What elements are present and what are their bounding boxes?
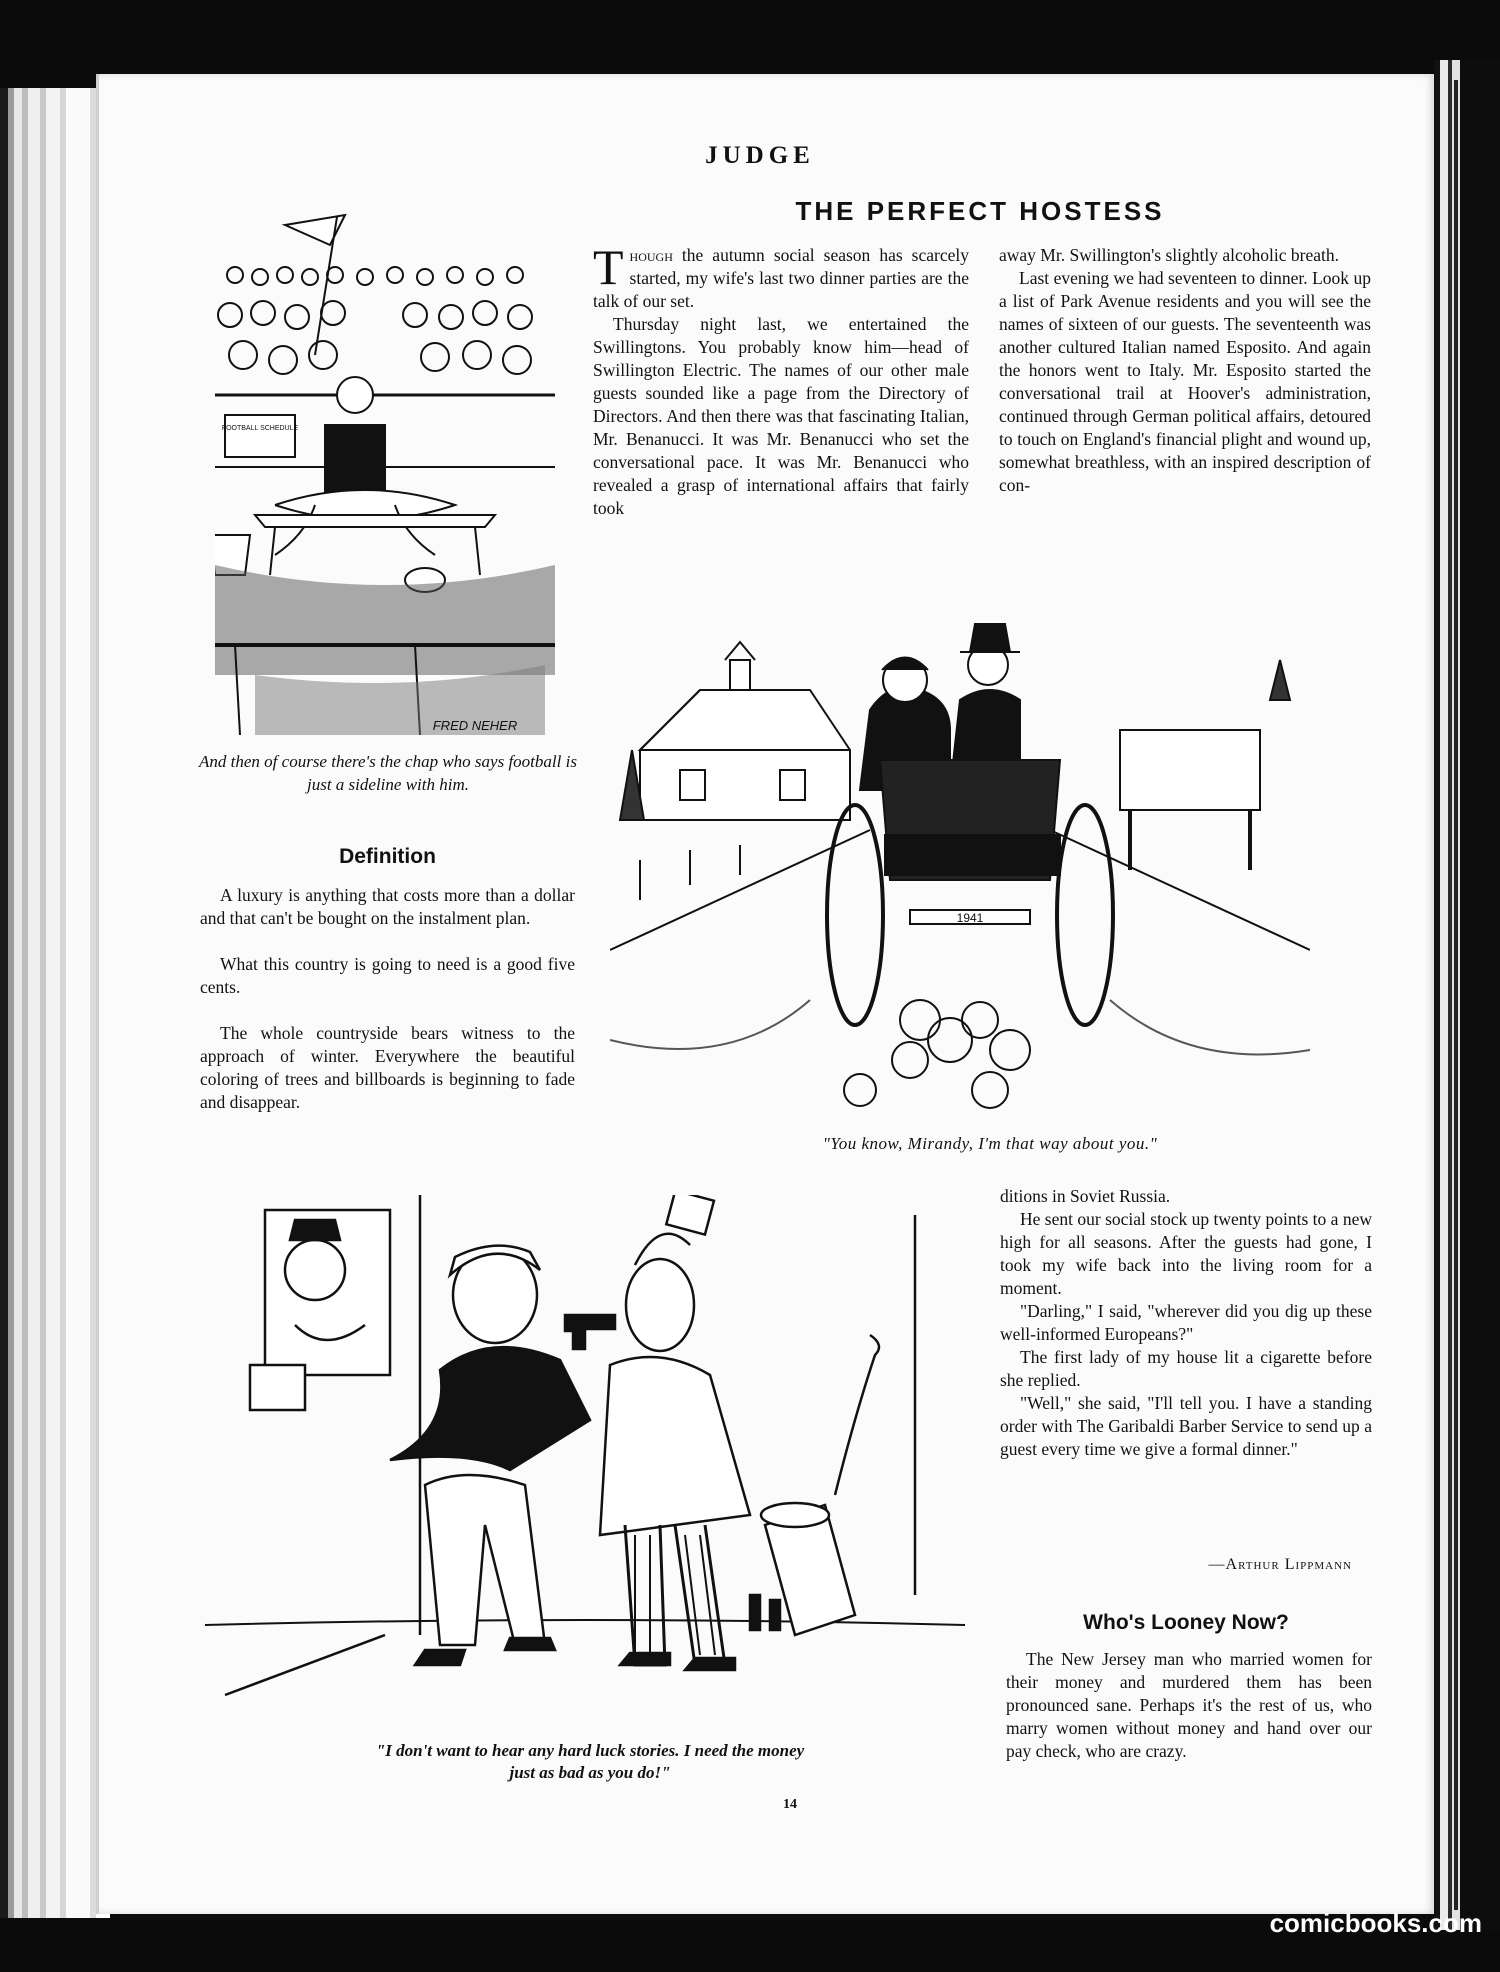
looney-para: The New Jersey man who married women for their money and murdered them has been pronounced sane. Perhaps it's the rest of us, who marry women without money and hand over our pay check, who are crazy. xyxy=(1006,1649,1372,1761)
article-column-2 xyxy=(999,244,1371,497)
cartoon1-caption: And then of course there's the chap who says football is just a sideline with him. xyxy=(199,752,577,794)
buggy-cartoon xyxy=(610,620,1310,1125)
drop-cap: T xyxy=(593,239,624,295)
book-left-edge xyxy=(0,88,110,1918)
site-watermark: comicbooks.com xyxy=(1269,1908,1482,1938)
cartoon2-caption: "You know, Mirandy, I'm that way about you." xyxy=(822,1134,1158,1153)
definition-para-1: A luxury is anything that costs more than a dollar and that can't be bought on the instalment plan. xyxy=(200,885,575,928)
cartoon1-signature: FRED NEHER xyxy=(432,718,518,733)
holdup-cartoon xyxy=(205,1195,965,1735)
article-para-1 xyxy=(593,239,969,313)
article-para-9: "Well," she said, "I'll tell you. I have a standing order with The Garibaldi Barber Service to send up a guest every time we give a formal dinner." xyxy=(1000,1393,1372,1459)
article-para-6: He sent our social stock up twenty points to a new high for all seasons. After the guests had gone, I took my wife back into the living room for a moment. xyxy=(1000,1209,1372,1298)
article-column-1 xyxy=(593,239,969,520)
article-para-8: The first lady of my house lit a cigarette before she replied. xyxy=(1000,1347,1372,1390)
article-para-3: away Mr. Swillington's slightly alcoholic breath. xyxy=(999,245,1339,265)
definition-body xyxy=(200,884,575,1137)
article-title: THE PERFECT HOSTESS xyxy=(795,196,1165,226)
article-para-4: Last evening we had seventeen to dinner. Look up a list of Park Avenue residents and you will see the names of sixteen of our guests. The seventeenth was another cultured Italian named Esposito. And again the honors went to Italy. Mr. Esposito started the conversational trail at Hoover's administration, continued through German political affairs, detoured to touch on England's financial plight and wound up, somewhat breathless, with an inspired description of con- xyxy=(999,268,1371,495)
cartoon3-caption-line2: just as bad as you do!" xyxy=(509,1763,671,1782)
looney-heading: Who's Looney Now? xyxy=(1083,1611,1289,1634)
article-para-7: "Darling," I said, "wherever did you dig up these well-informed Europeans?" xyxy=(1000,1301,1372,1344)
looney-body xyxy=(1006,1648,1372,1763)
cartoon3-caption-line1: "I don't want to hear any hard luck stories. I need the money xyxy=(375,1741,805,1760)
book-gutter-line xyxy=(1454,80,1458,1910)
definition-para-2: What this country is going to need is a good five cents. xyxy=(200,954,575,997)
article-para-2: Thursday night last, we entertained the Swillingtons. You probably know him—head of Swillington Electric. The names of our other male guests sounded like a page from the Directory of Directors. And then there was that fascinating Italian, Mr. Benanucci. It was Mr. Benanucci who set the conversational pace. It was Mr. Benanucci who revealed a grasp of international affairs that fairly took xyxy=(593,314,969,518)
article-byline: —Arthur Lippmann xyxy=(1208,1556,1352,1573)
buggy-plate: 1941 xyxy=(956,911,984,925)
crowd-heads xyxy=(218,267,532,374)
definition-para-3: The whole countryside bears witness to the approach of winter. Everywhere the beautiful coloring of trees and billboards is beginning to fade and disappear. xyxy=(200,1023,575,1112)
football-sign-text: FOOTBALL SCHEDULE xyxy=(221,425,299,432)
page-number: 14 xyxy=(783,1797,797,1812)
definition-heading: Definition xyxy=(339,845,436,868)
cartoon3-caption xyxy=(240,1740,940,1784)
book-right-edge xyxy=(1434,60,1500,1930)
football-fan-cartoon xyxy=(215,205,555,740)
article-para-1-text: the autumn social season has scarcely started, my wife's last two dinner parties are the talk of our set. xyxy=(593,245,969,311)
article-column-3 xyxy=(1000,1185,1372,1461)
article-para-5: ditions in Soviet Russia. xyxy=(1000,1186,1171,1206)
running-head: JUDGE xyxy=(705,142,815,169)
lead-smallcaps: hough xyxy=(629,245,673,265)
